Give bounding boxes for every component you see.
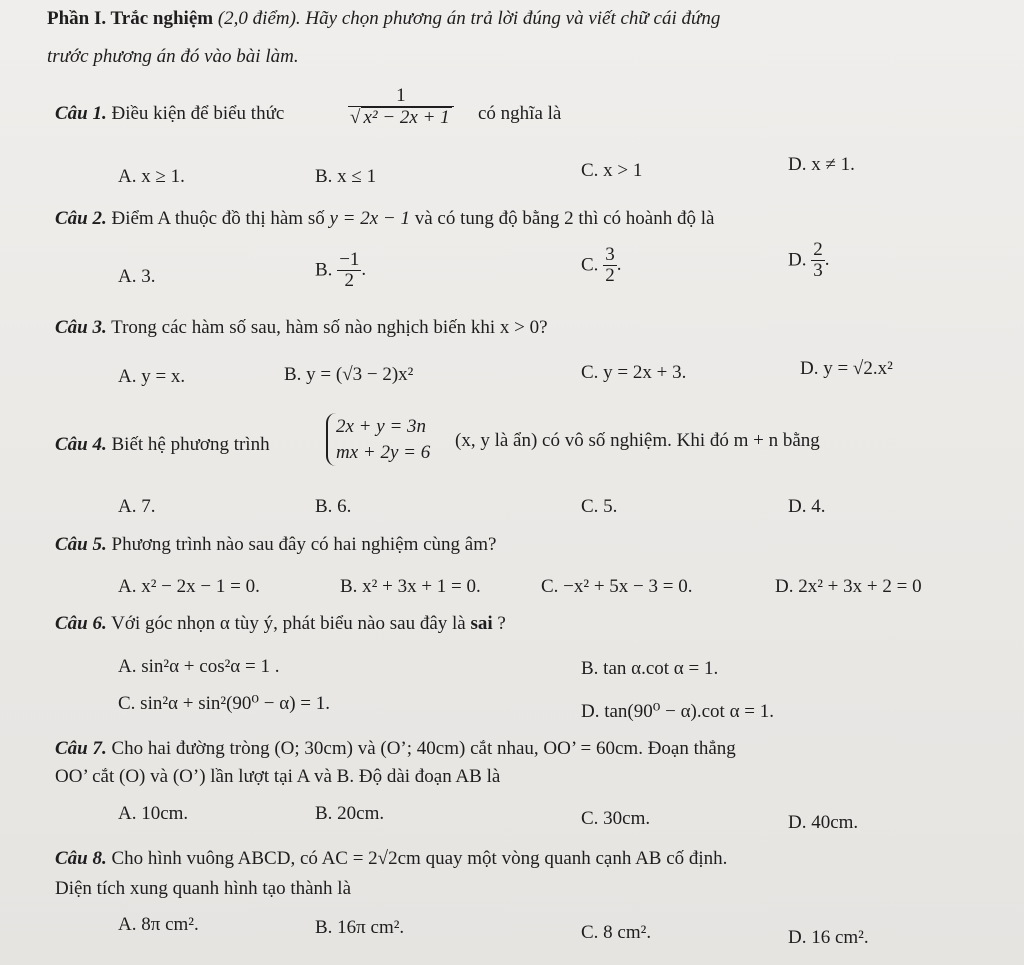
- q5-option-a: A. x² − 2x − 1 = 0.: [118, 576, 260, 597]
- question-label: Câu 1.: [55, 103, 107, 124]
- q1-option-b: B. x ≤ 1: [315, 166, 377, 187]
- q4-option-b: B. 6.: [315, 496, 352, 517]
- q2-tail: và có tung độ bằng 2 thì có hoành độ là: [414, 208, 715, 229]
- section-header: [47, 8, 720, 30]
- section-instructions: (2,0 điểm). Hãy chọn phương án trả lời đúng và viết chữ cái đứng: [217, 8, 721, 29]
- question-text: Biết hệ phương trình: [111, 434, 270, 455]
- q7-line2: OO’ cắt (O) và (O’) lần lượt tại A và B. Độ dài đoạn AB là: [55, 766, 501, 787]
- question-label: Câu 4.: [55, 434, 107, 455]
- q4-option-c: C. 5.: [581, 496, 618, 517]
- q7-option-c: C. 30cm.: [581, 808, 651, 829]
- q5-option-b: B. x² + 3x + 1 = 0.: [340, 576, 481, 597]
- q6-option-c: C. sin²α + sin²(90⁰ − α) = 1.: [118, 693, 330, 714]
- question-2: [55, 208, 714, 230]
- q4-eq2: mx + 2y = 6: [336, 441, 431, 463]
- q8-line2: Diện tích xung quanh hình tạo thành là: [55, 878, 352, 899]
- q2-option-b: B. $\frac{-1}{2}$ .: [315, 249, 367, 291]
- question-text: Trong các hàm số sau, hàm số nào nghịch biến khi x > 0?: [111, 317, 548, 338]
- question-label: Câu 8.: [55, 848, 107, 869]
- q2-option-c: C. $\frac{3}{2}$ .: [581, 244, 622, 286]
- q1-tail: có nghĩa là: [478, 103, 562, 124]
- q8-option-c: C. 8 cm².: [581, 922, 652, 943]
- q7-option-b: B. 20cm.: [315, 803, 385, 824]
- q2-option-a: A. 3.: [118, 266, 156, 287]
- q1-option-d: D. x ≠ 1.: [788, 154, 855, 175]
- q8-option-d: D. 16 cm².: [788, 927, 869, 948]
- q1-option-a: A. x ≥ 1.: [118, 166, 185, 187]
- q2-expression: y = 2x − 1: [329, 208, 410, 229]
- question-label: Câu 3.: [55, 317, 107, 338]
- q6-emphasis: sai: [470, 613, 493, 634]
- question-label: Câu 5.: [55, 534, 107, 555]
- q8-option-a: A. 8π cm².: [118, 914, 199, 935]
- question-label: Câu 2.: [55, 208, 107, 229]
- q7-option-d: D. 40cm.: [788, 812, 859, 833]
- question-1: [55, 103, 284, 125]
- q8-option-b: B. 16π cm².: [315, 917, 405, 938]
- q5-option-d: D. 2x² + 3x + 2 = 0: [775, 576, 922, 597]
- question-label: Câu 7.: [55, 738, 107, 759]
- q3-option-b: B. y = (√3 − 2)x²: [284, 364, 414, 385]
- q4-option-d: D. 4.: [788, 496, 826, 517]
- q6-option-b: B. tan α.cot α = 1.: [581, 658, 719, 679]
- q4-system: [326, 413, 430, 466]
- q4-option-a: A. 7.: [118, 496, 156, 517]
- question-8: [55, 848, 727, 870]
- question-6: Câu 6. Với góc nhọn α tùy ý, phát biểu nào sau đây là sai ?: [55, 613, 506, 634]
- section-title: Phần I. Trắc nghiệm: [47, 8, 214, 29]
- question-label: Câu 6.: [55, 613, 107, 634]
- q6-option-a: A. sin²α + cos²α = 1 .: [118, 656, 280, 677]
- question-text: Cho hình vuông ABCD, có AC = 2√2cm quay một vòng quanh cạnh AB cố định.: [111, 848, 728, 869]
- q3-option-c: C. y = 2x + 3.: [581, 362, 687, 383]
- question-text: Điểm A thuộc đồ thị hàm số: [111, 208, 325, 229]
- q3-option-d: D. y = √2.x²: [800, 358, 893, 379]
- question-text: Phương trình nào sau đây có hai nghiệm cùng âm?: [111, 534, 497, 555]
- q4-tail: (x, y là ẩn) có vô số nghiệm. Khi đó m + n bằng: [455, 430, 820, 451]
- section-instructions-2: trước phương án đó vào bài làm.: [47, 46, 299, 67]
- question-5: [55, 534, 496, 556]
- question-text: Với góc nhọn α tùy ý, phát biểu nào sau đây là: [111, 613, 466, 634]
- q7-option-a: A. 10cm.: [118, 803, 189, 824]
- q1-option-c: C. x > 1: [581, 160, 643, 181]
- q4-eq1: 2x + y = 3n: [336, 416, 427, 437]
- question-7: [55, 738, 736, 760]
- question-4-label: [55, 434, 270, 456]
- question-text: Cho hai đường tròng (O; 30cm) và (O’; 40cm) cắt nhau, OO’ = 60cm. Đoạn thẳng: [111, 738, 736, 759]
- q5-option-c: C. −x² + 5x − 3 = 0.: [541, 576, 693, 597]
- q1-numerator: 1: [396, 85, 406, 106]
- question-text: Điều kiện để biểu thức: [111, 103, 285, 124]
- q1-fraction: $\frac{1}{\text{√ x² − 2x + 1}}$: [348, 86, 454, 128]
- q6-option-d: D. tan(90⁰ − α).cot α = 1.: [581, 701, 775, 722]
- question-3: [55, 317, 548, 339]
- q2-option-d: D. $\frac{2}{3}$ .: [788, 239, 830, 281]
- q1-denominator: x² − 2x + 1: [363, 106, 450, 128]
- q3-option-a: A. y = x.: [118, 366, 186, 387]
